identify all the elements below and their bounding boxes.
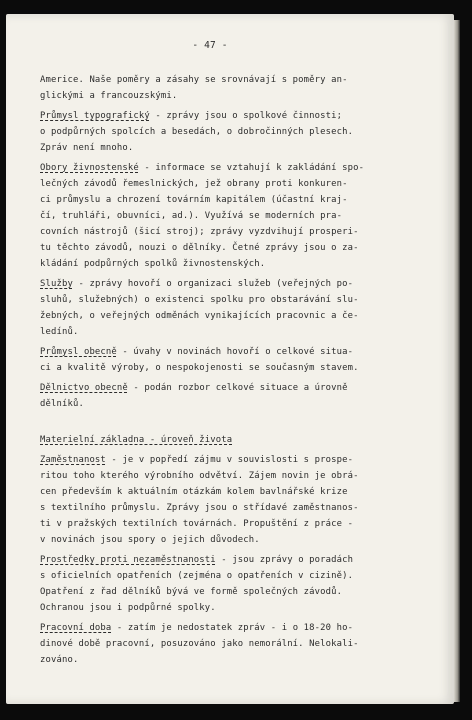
paragraph-intro: [40, 72, 450, 104]
text-line: ti v pražských textilních továrnách. Propuštění z práce -: [40, 519, 354, 529]
term-heading: Průmysl typografický: [40, 111, 150, 121]
paragraph-industry: [40, 344, 450, 376]
text-line: ci a kvalitě výroby, o nespokojenosti se současným stavem.: [40, 363, 359, 373]
text-line: Zpráv není mnoho.: [40, 143, 134, 153]
text-line: s oficielních opatřeních (zejména o opatřeních v cizině).: [40, 571, 354, 581]
text-line: ledínů.: [40, 327, 79, 337]
text-line: - zprávy hovoří o organizaci služeb (veřejných po-: [72, 279, 354, 289]
term-heading: Zaměstnanost: [40, 455, 106, 465]
text-line: zováno.: [40, 655, 79, 665]
section-heading: Materielní základna - úroveň života: [40, 435, 233, 445]
term-heading: Obory živnostenské: [40, 163, 139, 173]
text-line: kládání podpůrných spolků živnostenských.: [40, 259, 266, 269]
term-heading: Průmysl obecně: [40, 347, 117, 357]
text-line: - je v popředí zájmu v souvislosti s prospe-: [105, 455, 354, 465]
text-line: cen především k aktuálním otázkám kolem bavlnářské krize: [40, 487, 348, 497]
text-line: - zprávy jsou o spolkové činnosti;: [149, 111, 343, 121]
text-line: lečných závodů řemeslnických, jež obrany proti konkuren-: [40, 179, 348, 189]
page-number: - 47 -: [192, 40, 228, 51]
text-line: ritou toho kterého výrobního odvětví. Zájem novin je obrá-: [40, 471, 359, 481]
text-line: čí, truhláři, obuvníci, ad.). Využívá se moderních pra-: [40, 211, 343, 221]
text-line: tu těchto závodů, nouzi o dělníky. Četné zprávy jsou o za-: [40, 243, 359, 253]
paragraph-typography: [40, 108, 450, 156]
text-line: Opatření z řad dělníků bývá ve formě společných závodů.: [40, 587, 343, 597]
paragraph-services: [40, 276, 450, 340]
typewritten-page: [6, 14, 454, 704]
paragraph-working-hours: [40, 620, 450, 668]
text-line: dinové době pracovní, posuzováno jako nemorální. Nelokali-: [40, 639, 359, 649]
paragraph-employment: [40, 452, 450, 548]
text-line: ci průmyslu a chrození továrním kapitálem (účastní kraj-: [40, 195, 348, 205]
text-line: o podpůrných spolcích a besedách, o dobročinných plesech.: [40, 127, 354, 137]
text-line: - úvahy v novinách hovoří o celkové situa-: [116, 347, 354, 357]
text-line: covních nástrojů (šicí stroj); zprávy vyzdvihují prosperi-: [40, 227, 359, 237]
text-line: sluhů, služebných) o existenci spolku pro obstarávání slu-: [40, 295, 359, 305]
text-line: - jsou zprávy o poradách: [215, 555, 354, 565]
text-line: - zatím je nedostatek zpráv - i o 18-20 ho-: [111, 623, 354, 633]
text-line: v novinách jsou spory o jejich důvodech.: [40, 535, 260, 545]
text-line: Ochranou jsou i podpůrné spolky.: [40, 603, 216, 613]
page-edge-shadow: [454, 20, 460, 702]
text-line: žebných, o veřejných odměnách vynikajících pracovnic a če-: [40, 311, 359, 321]
term-heading: Dělnictvo obecně: [40, 383, 128, 393]
text-line: dělníků.: [40, 399, 84, 409]
paragraph-trades: [40, 160, 450, 272]
term-heading: Služby: [40, 279, 73, 289]
term-heading: Prostředky proti nezaměstnanosti: [40, 555, 216, 565]
text-line: - informace se vztahují k zakládání spo-: [138, 163, 365, 173]
term-heading: Pracovní doba: [40, 623, 112, 633]
text-line: s textilního průmyslu. Zprávy jsou o střídavé zaměstnanos-: [40, 503, 359, 513]
text-line: glickými a francouzskými.: [40, 91, 178, 101]
paragraph-workers: [40, 380, 450, 412]
paragraph-unemployment-measures: [40, 552, 450, 616]
text-line: Americe. Naše poměry a zásahy se srovnávají s poměry an-: [40, 75, 348, 85]
page-text: [40, 38, 450, 668]
text-line: - podán rozbor celkové situace a úrovně: [127, 383, 348, 393]
